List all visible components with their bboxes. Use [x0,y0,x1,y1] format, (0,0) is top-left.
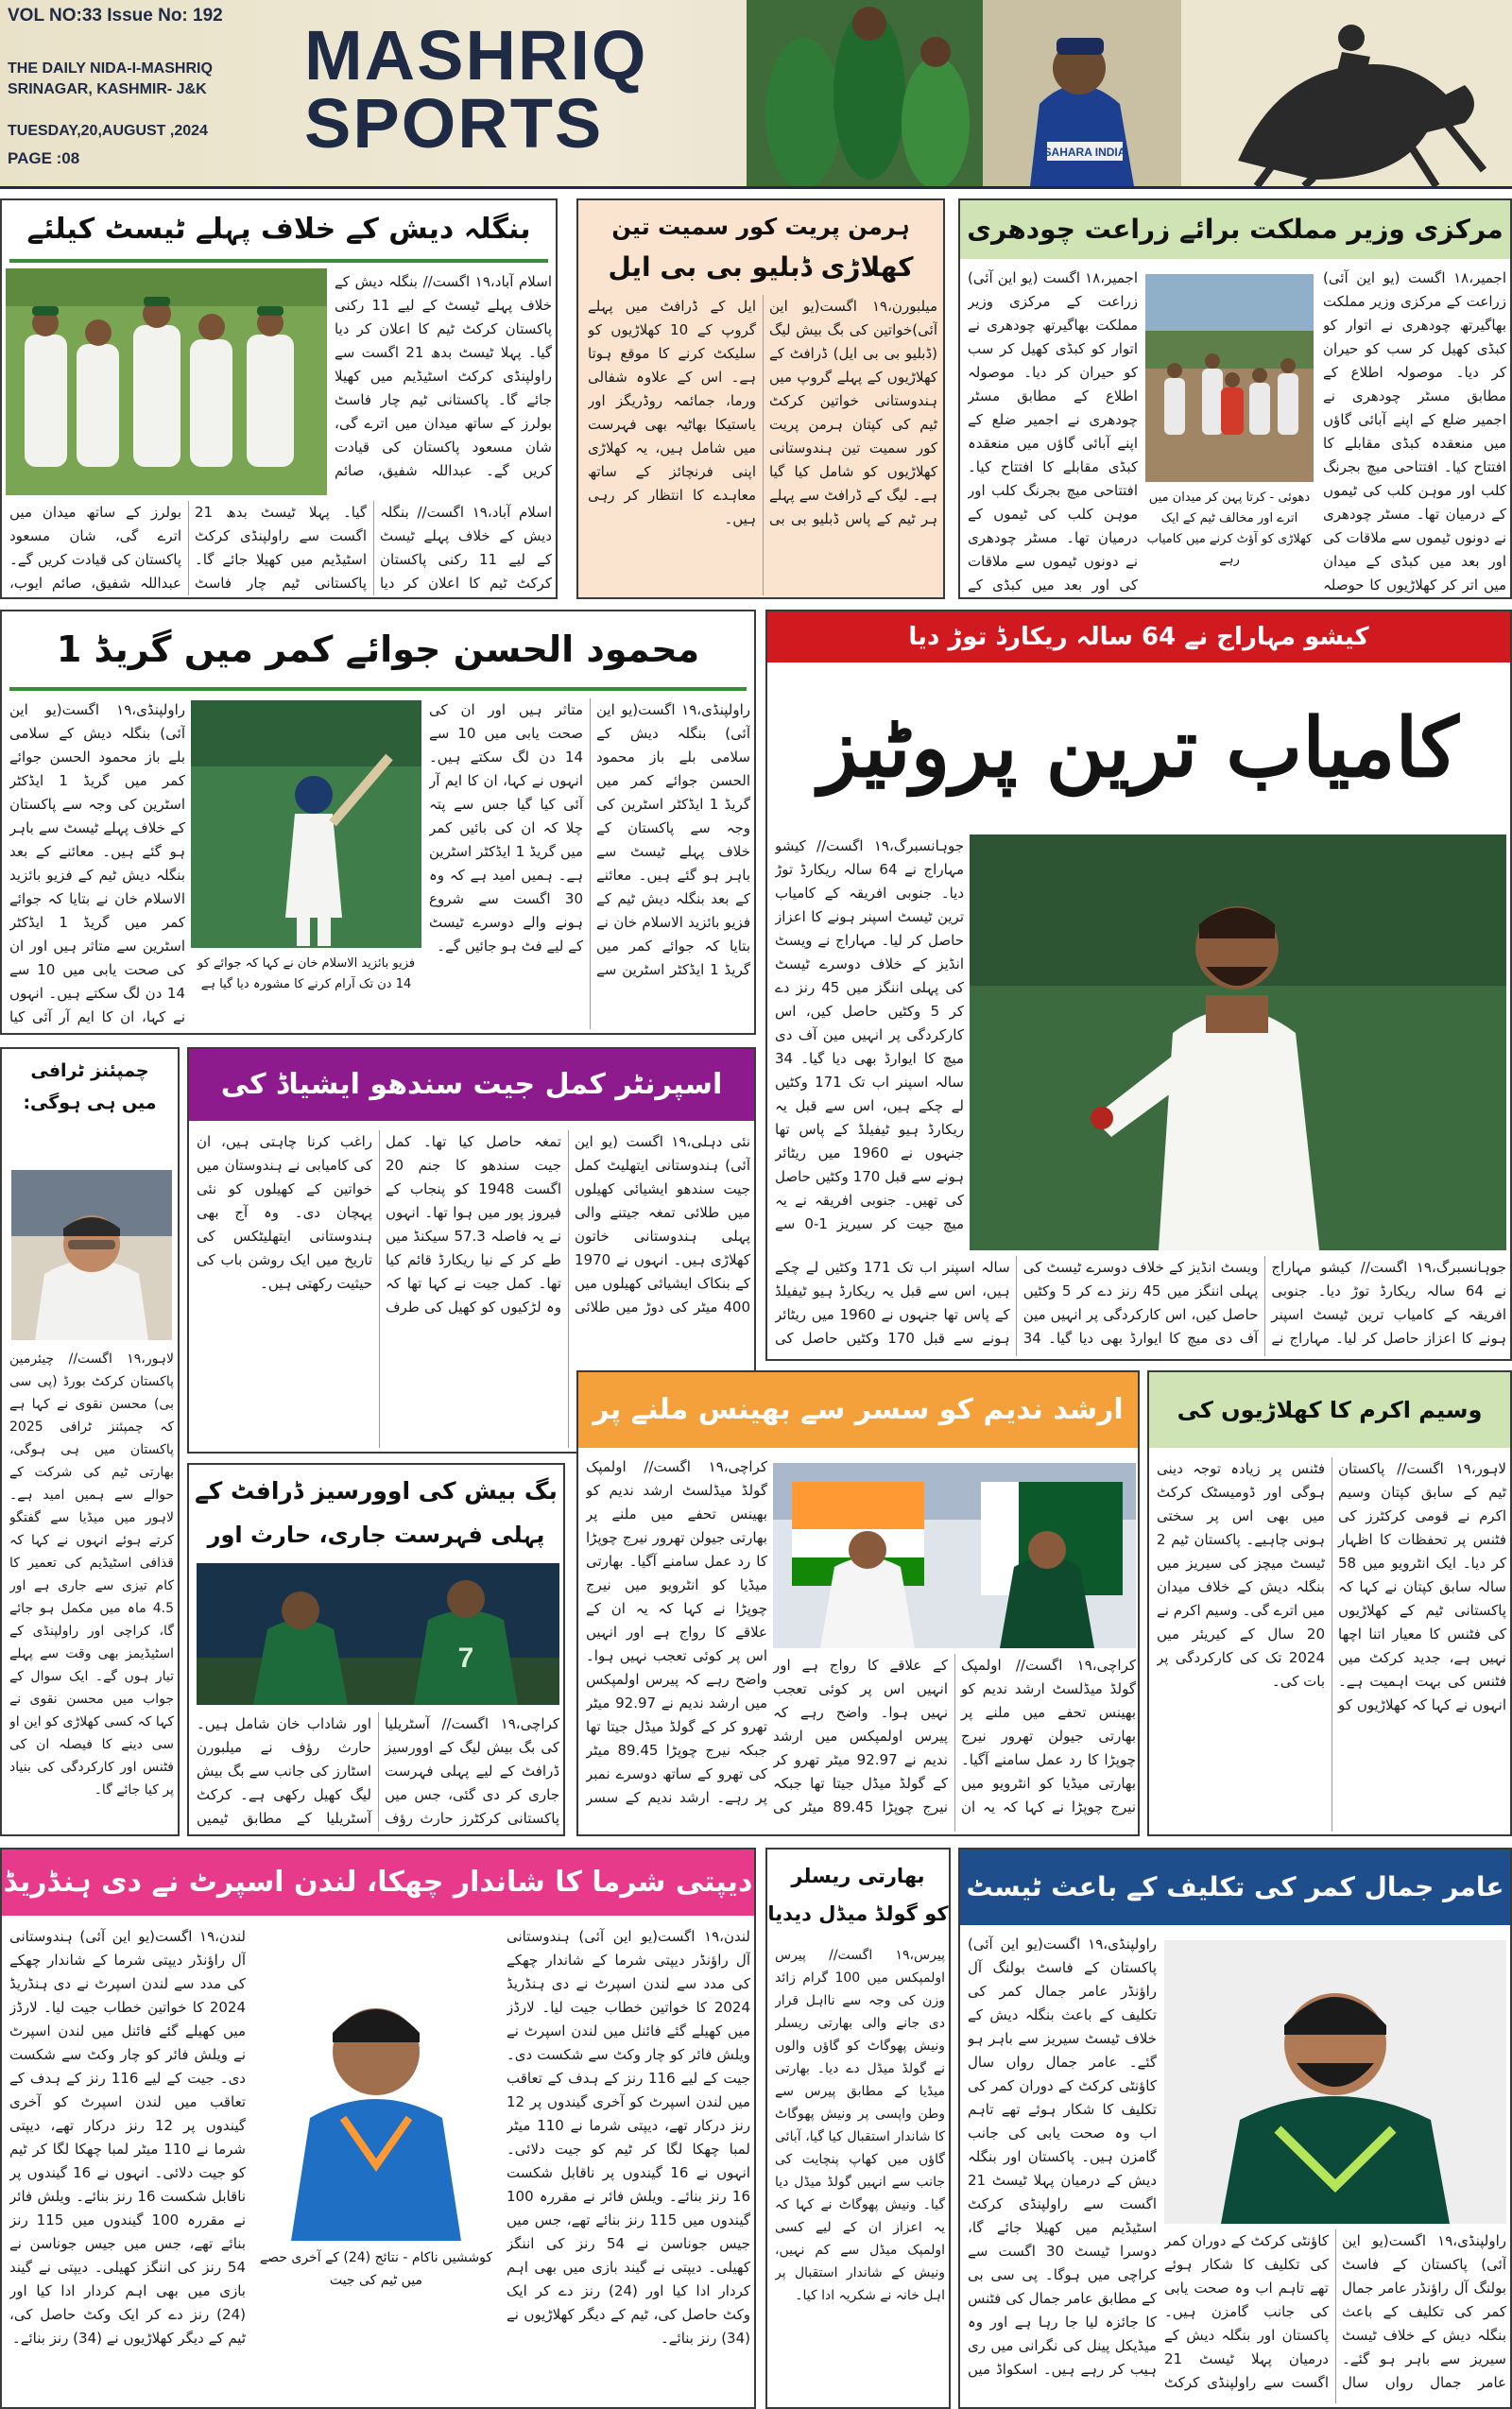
masthead-title-line2: SPORTS [304,84,604,163]
article-big-bash [187,1463,565,1836]
article-body: پیرس،۱۹ اگست// پیرس اولمپکس میں 100 گرام زائد وزن کی وجہ سے نااہل قرار دی جانے والی بھارتی ریسلر ونیش پھوگاٹ کو گاؤں والوں نے گولڈ میڈل دے دیا۔ بھارتی میڈیا کے مطابق پیرس سے وطن واپسی پر ونیش پھوگاٹ کا شاندار استقبال کیا گیا، آبائی گاؤں میں کھاپ پنچایت کی جانب سے انہیں گولڈ میڈل دیا گیا۔ ونیش پھوگاٹ نے کہا کہ یہ اعزاز ان کے لیے کسی اولمپک میڈل سے کم نہیں، ونیش کے شاندار استقبال پر اہل خانہ نے شکریہ ادا کیا۔ [775,1948,945,2303]
masthead-title-line1: MASHRIQ [304,16,648,95]
article-body-right: لندن،۱۹ اگست(یو این آئی) ہندوستانی آل راؤنڈر دیپتی شرما کے شاندار چھکے کی مدد سے لندن اسپرٹ نے دی ہنڈریڈ 2024 کا خواتین خطاب جیت لیا۔ لارڈز میں کھیلے گئے فائنل میں لندن اسپرٹ نے ویلش فائر کو چار وکٹ سے شکست دی۔ جیت کے لیے 116 رنز کے ہدف کے تعاقب میں لندن اسپرٹ کو آخری گیندوں پر 12 رنز درکار تھے، دیپتی شرما نے 110 میٹر لمبا چھکا لگا کر ٹیم کو جیت دلائی۔ انہوں نے 16 گیندوں پر ناقابل شکست 16 رنز بنائے۔ ویلش فائر نے مقررہ 100 گیندوں میں 115 رنز بنائے تھے، جس میں جیس جوناسن نے 54 رنز کی اننگز کھیلی۔ دیپتی نے گیند بازی میں بھی اہم کردار ادا کیا اور (24) رنز دے کر ایک وکٹ حاصل کی، ٹیم کے دیگر کھلاڑیوں نے (34) رنز بنائے۔ [507,1928,750,2347]
photo-aamir-jamal [1164,1940,1506,2224]
article-kabaddi [958,198,1512,599]
article-aamir [958,1848,1512,2409]
article-headline-line1: بھارتی ریسلر [791,1865,925,1887]
article-body-right: کراچی،۱۹ اگست// اولمپک گولڈ میڈلسٹ ارشد ندیم کو بھینس تحفے میں ملنے پر بھارتی جیولن تھرور نیرج چوپڑا کا رد عمل سامنے آگیا۔ بھارتی میڈیا کو انٹرویو میں نیرج چوپڑا نے کہا کہ یہ ان کے علاقے کا رواج ہے اور انہیں اس پر کوئی تعجب نہیں ہوا۔ واضح رہے کہ پیرس اولمپکس میں ارشد ندیم نے 92.97 میٹر تھرو کر کے گولڈ میڈل جیتا تھا جبکہ نیرج چوپڑا 89.45 میٹر کی [773,1657,1136,1815]
photo-caption: فزیو بائزید الاسلام خان نے کہا کہ جوائے کو 14 دن تک آرام کرنے کا مشورہ دیا گیا ہے [197,956,416,991]
photo-keshav-maharaj [970,835,1506,1250]
article-headline: مرکزی وزیر مملکت برائے زراعت چودھری [960,200,1510,259]
article-body-left: لندن،۱۹ اگست(یو این آئی) ہندوستانی آل راؤنڈر دیپتی شرما کے شاندار چھکے کی مدد سے لندن اسپرٹ نے دی ہنڈریڈ 2024 کا خواتین خطاب جیت لیا۔ لارڈز میں کھیلے گئے فائنل میں لندن اسپرٹ نے ویلش فائر کو چار وکٹ سے شکست دی۔ جیت کے لیے 116 رنز کے ہدف کے تعاقب میں لندن اسپرٹ کو آخری گیندوں پر 12 رنز درکار تھے، دیپتی شرما نے 110 میٹر لمبا چھکا لگا کر ٹیم کو جیت دلائی۔ انہوں نے 16 گیندوں پر ناقابل شکست 16 رنز بنائے۔ ویلش فائر نے مقررہ 100 گیندوں میں 115 رنز بنائے تھے، جس میں جیس جوناسن نے 54 رنز کی اننگز کھیلی۔ دیپتی نے گیند بازی میں بھی اہم کردار ادا کیا اور (24) رنز دے کر ایک وکٹ حاصل کی، ٹیم کے دیگر کھلاڑیوں نے (34) رنز بنائے۔ [9,1928,246,2347]
paper-name: THE DAILY NIDA-I-MASHRIQ [8,60,213,77]
masthead-sports-collage [747,0,1512,186]
photo-mohsin-naqvi [11,1170,172,1340]
photo-pak-players-big-bash [197,1563,559,1705]
masthead [0,0,1512,189]
article-body-bottom: جوہانسبرگ،۱۹ اگست// کیشو مہاراج نے 64 سالہ ریکارڈ توڑ دیا۔ جنوبی افریقہ کے کامیاب ترین ٹیسٹ اسپنر ہونے کا اعزاز حاصل کر لیا۔ مہاراج نے ویسٹ انڈیز کے خلاف دوسرے ٹیسٹ کی پہلی اننگز میں 45 رنز دے کر 5 وکٹیں حاصل کیں، اس کارکردگی پر انہیں مین آف دی میچ کا ایوارڈ بھی دیا گیا۔ 34 سالہ اسپنر اب تک 171 وکٹیں لے چکے ہیں، اس سے قبل یہ ریکارڈ ہیو ٹیفیلڈ کے پاس تھا جنہوں نے 1960 میں ریٹائر ہونے سے قبل 170 وکٹیں حاصل کی [775,1259,1506,1347]
article-headline-line1: چمپئنز ٹرافی [30,1060,149,1081]
article-deepti [0,1848,756,2409]
issue-date: TUESDAY,20,AUGUST ,2024 [8,123,208,139]
article-champions-trophy [0,1047,180,1836]
photo-caption: کوششیں ناکام - نتائج (24) کے آخری حصے میں ٹیم کی جیت [259,2250,493,2288]
page-number: PAGE :08 [8,149,80,167]
vol-issue: VOL NO:33 Issue No: 192 [8,6,223,26]
article-body-left: جوہانسبرگ،۱۹ اگست// کیشو مہاراج نے 64 سالہ ریکارڈ توڑ دیا۔ جنوبی افریقہ کے کامیاب ترین ٹیسٹ اسپنر ہونے کا اعزاز حاصل کر لیا۔ مہاراج نے ویسٹ انڈیز کے خلاف دوسرے ٹیسٹ کی پہلی اننگز میں 45 رنز دے کر 5 وکٹیں حاصل کیں، اس کارکردگی پر انہیں مین آف دی میچ کا ایوارڈ بھی دیا گیا۔ 34 سالہ اسپنر اب تک 171 وکٹیں لے چکے ہیں، اس سے قبل یہ ریکارڈ ہیو ٹیفیلڈ کے پاس تھا جنہوں نے 1960 میں ریٹائر ہونے سے قبل 170 وکٹیں حاصل کی تھیں۔ جنوبی افریقہ نے یہ میچ جیت کر سیریز 1-0 سے [775,837,964,1232]
jersey-text: SAHARA INDIA [1043,146,1126,159]
article-headline: عامر جمال کمر کی تکلیف کے باعث ٹیسٹ [960,1850,1510,1925]
article-headline: محمود الحسن جوائے کمر میں گریڈ 1 [2,611,754,687]
photo-deepti-sharma [253,1929,499,2241]
article-body-left: کراچی،۱۹ اگست// اولمپک گولڈ میڈلسٹ ارشد ندیم کو بھینس تحفے میں ملنے پر بھارتی جیولن تھرور نیرج چوپڑا کا رد عمل سامنے آگیا۔ بھارتی میڈیا کو انٹرویو میں نیرج چوپڑا نے کہا کہ یہ ان کے علاقے کا رواج ہے اور انہیں اس پر کوئی تعجب نہیں ہوا۔ واضح رہے کہ پیرس اولمپکس میں ارشد ندیم نے 92.97 میٹر تھرو کر کے گولڈ میڈل جیتا تھا جبکہ نیرج چوپڑا 89.45 میٹر کی تھرو کے ساتھ دوسرے نمبر پر رہے۔ ارشد ندیم کے سسر [586,1458,767,1806]
photo-kabaddi-match [1145,274,1314,482]
svg-text:7: 7 [457,1643,474,1674]
article-body-right: راولپنڈی،۱۹ اگست(یو این آئی) بنگلہ دیش کے سلامی بلے باز محمود الحسن جوائے کمر میں گریڈ 1 ایڈکٹر اسٹرین کی وجہ سے پاکستان کے خلاف پہلے ٹیسٹ سے باہر ہو گئے ہیں۔ معائنے کے بعد بنگلہ دیش ٹیم کے فزیو بائزید الاسلام خان نے بتایا کہ جوائے کمر میں گریڈ 1 ایڈکٹر اسٹرین سے متاثر ہیں اور ان کی صحت یابی میں 10 سے 14 دن لگ سکتے ہیں۔ انہوں نے کہا، ان کا ایم آر آئی کیا گیا جس سے پتہ چلا کہ ان کی بائیں کمر میں گریڈ 1 ایڈکٹر اسٹرین ہے۔ ہمیں امید ہے کہ وہ 30 اگست سے شروع ہونے والے دوسرے ٹیسٹ کے لیے فٹ ہو جائیں گے۔ [429,701,750,978]
article-body-right: اجمیر،۱۸ اگست (یو این آئی) زراعت کے مرکزی وزیر مملکت بھاگیرتھ چودھری نے اتوار کو کبڈی کھیل کر سب کو حیران کر دیا۔ موصولہ اطلاع کے مطابق مسٹر چودھری نے اجمیر ضلع کے اپنے آبائی گاؤں میں منعقدہ کبڈی مقابلے کا افتتاح کیا۔ افتتاحی میچ بجرنگ کلب اور موہن کلب کی ٹیموں کے درمیان تھا۔ مسٹر چودھری نے دونوں ٹیموں سے ملاقات کی اور بعد میں کبڈی کے میدان میں اتر کر کھلاڑیوں کا حوصلہ [1323,269,1506,594]
article-keshav [765,610,1512,1361]
article-body: نئی دہلی،۱۹ اگست (یو این آئی) ہندوستانی ایتھلیٹ کمل جیت سندھو ایشیائی کھیلوں میں طلائی تمغہ جیتنے والی پہلی ہندوستانی خاتون کھلاڑی ہیں۔ انہوں نے 1970 کے بنکاک ایشیائی کھیلوں میں 400 میٹر کی دوڑ میں طلائی تمغہ حاصل کیا تھا۔ کمل جیت سندھو کا جنم 20 اگست 1948 کو پنجاب کے فیروز پور میں ہوا تھا۔ انہوں نے یہ فاصلہ 57.3 سیکنڈ میں طے کر کے نیا ریکارڈ قائم کیا تھا۔ کمل جیت نے کہا تھا کہ وہ لڑکیوں کو کھیل کی طرف راغب کرنا چاہتی ہیں، ان کی کامیابی نے ہندوستان میں خواتین کے کھیلوں کو نئی پہچان دی۔ وہ آج بھی ہندوستانی ایتھلیٹکس کی تاریخ میں ایک روشن باب کی حیثیت رکھتی ہیں۔ [197,1133,750,1316]
article-headline: ارشد ندیم کو سسر سے بھینس ملنے پر [578,1372,1138,1448]
photo-caption: دھوئی - کرتا پہن کر میدان میں اترے اور مخالف ٹیم کے ایک کھلاڑی کو آؤٹ کرنے میں کامیاب رہے [1146,490,1313,567]
article-body-left: راولپنڈی،۱۹ اگست(یو این آئی) بنگلہ دیش کے سلامی بلے باز محمود الحسن جوائے کمر میں گریڈ 1 ایڈکٹر اسٹرین کی وجہ سے پاکستان کے خلاف پہلے ٹیسٹ سے باہر ہو گئے ہیں۔ معائنے کے بعد بنگلہ دیش ٹیم کے فزیو بائزید الاسلام خان نے بتایا کہ جوائے کمر میں گریڈ 1 ایڈکٹر اسٹرین سے متاثر ہیں اور ان کی صحت یابی میں 10 سے 14 دن لگ سکتے ہیں۔ انہوں نے کہا، ان کا ایم آر آئی کیا [9,701,185,1025]
article-body: لاہور،۱۹ اگست// چیئرمین پاکستان کرکٹ بورڈ (پی سی بی) محسن نقوی نے کہا ہے کہ چمپئنز ٹرافی 2025 پاکستان میں ہی ہوگی، بھارتی ٹیم کی شرکت کے حوالے سے ہمیں امید ہے۔ لاہور میں میڈیا سے گفتگو کرتے ہوئے انہوں نے کہا کہ قذافی اسٹیڈیم کی تعمیر کا کام تیزی سے جاری ہے اور 4.5 ماہ میں مکمل ہو جائے گا، کراچی اور راولپنڈی کے اسٹیڈیمز بھی وقت سے پہلے تیار ہوں گے۔ ایک سوال کے جواب میں محسن نقوی نے کہا کہ کسی کھلاڑی کو این او سی دینے کا فیصلہ ان کی فٹنس اور کارکردگی کی بنیاد پر کیا جائے گا۔ [9,1351,174,1798]
article-body-left: اجمیر،۱۸ اگست (یو این آئی) زراعت کے مرکزی وزیر مملکت بھاگیرتھ چودھری نے اتوار کو کبڈی کھیل کر سب کو حیران کر دیا۔ موصولہ اطلاع کے مطابق مسٹر چودھری نے اجمیر ضلع کے اپنے آبائی گاؤں میں منعقدہ کبڈی مقابلے کا افتتاح کیا۔ افتتاحی میچ بجرنگ کلب اور موہن کلب کی ٹیموں کے درمیان تھا۔ مسٹر چودھری نے دونوں ٹیموں سے ملاقات کی اور بعد میں کبڈی کے [968,269,1138,594]
paper-location: SRINAGAR, KASHMIR- J&K [8,81,207,97]
article-mahmudul [0,610,756,1035]
photo-pak-team-huddle [6,268,327,495]
article-wasim [1147,1370,1512,1836]
article-body: کراچی،۱۹ اگست// آسٹریلیا کی بگ بیش لیگ کے اوورسیز ڈرافٹ کے لیے پہلی فہرست جاری کر دی گئی، جس میں پاکستانی کرکٹرز حارث رؤف اور شاداب خان شامل ہیں۔ حارث رؤف نے میلبورن اسٹارز کی جانب سے بگ بیش لیگ کھیل رکھی ہے۔ کرکٹ آسٹریلیا کے مطابق ٹیمیں [197,1715,559,1827]
article-headline-line2: کھلاڑی ڈبلیو بی بی ایل [608,251,914,283]
article-body-top: اسلام آباد،۱۹ اگست// بنگلہ دیش کے خلاف پہلے ٹیسٹ کے لیے 11 رکنی پاکستان کرکٹ ٹیم کا اعلان کر دیا گیا۔ پہلا ٹیسٹ بدھ 21 اگست سے راولپنڈی کرکٹ اسٹیڈیم میں کھیلا جائے گا۔ پاکستانی ٹیم چار فاسٹ بولرز کے ساتھ میدان میں اترے گی، شان مسعود پاکستان کی قیادت کریں گے۔ عبداللہ شفیق، صائم [335,273,552,479]
photo-mahmudul-batting [191,700,421,948]
headline-rule [9,687,747,691]
article-headline-line2: کو گولڈ میڈل دیدیا [767,1902,949,1925]
article-banner: کیشو مہاراج نے 64 سالہ ریکارڈ توڑ دیا [767,611,1510,662]
article-big-title: کامیاب ترین پروٹیز [818,700,1459,796]
article-body: میلبورن،۱۹ اگست(یو این آئی)خواتین کی بگ بیش لیگ (ڈبلیو بی بی ایل) ڈرافٹ کے کھلاڑیوں کے پہلے گروپ میں ہندوستانی خواتین کرکٹ ٹیم کی کپتان ہرمن پریت کور سمیت تین ہندوستانی کھلاڑیوں کو شامل کیا گیا ہے۔ لیگ کے ڈرافٹ سے پہلے ہر ٹیم کے پاس ڈبلیو بی بی ایل کے ڈرافٹ میں پہلے گروپ کے 10 کھلاڑیوں کو سلیکٹ کرنے کا موقع ہوتا ہے۔ اس کے علاوہ شفالی ورما، جمائمہ روڈریگز اور یاستیکا بھاٹیہ بھی فہرست میں شامل ہیں، یہ کھلاڑی اپنی فرنچائز کے ساتھ معاہدے کا انتظار کر رہی ہیں۔ [588,298,937,527]
article-body-left: راولپنڈی،۱۹ اگست(یو این آئی) پاکستان کے فاسٹ بولنگ آل راؤنڈر عامر جمال کمر کی تکلیف کے باعث بنگلہ دیش کے خلاف ٹیسٹ سیریز سے باہر ہو گئے۔ عامر جمال رواں سال کاؤنٹی کرکٹ کے دوران کمر کی تکلیف کا شکار ہوئے تھے تاہم اب وہ صحت یابی کی جانب گامزن ہیں۔ پاکستان اور بنگلہ دیش کے درمیان پہلا ٹیسٹ 21 اگست سے راولپنڈی کرکٹ اسٹیڈیم میں کھیلا جائے گا، دوسرا ٹیسٹ 30 اگست سے کراچی میں ہوگا۔ پی سی بی کے مطابق عامر جمال کی فٹنس کا جائزہ لیا جا رہا ہے اور وہ میڈیکل پینل کی نگرانی میں ری ہیب کر رہے ہیں۔ اسکواڈ میں [968,1936,1157,2378]
article-headline-line2: میں ہی ہوگی: [23,1093,157,1113]
photo-arshad-neeraj [773,1463,1136,1648]
article-pak-team [0,198,558,599]
headline-rule [9,259,548,263]
article-headline-line1: بگ بیش کی اوورسیز ڈرافٹ کے [195,1477,558,1505]
article-vinesh [765,1848,951,2409]
article-headline-line1: ہرمن پریت کور سمیت تین [611,214,910,240]
article-harmanpreet [576,198,945,599]
article-headline-line2: پہلی فہرست جاری، حارث اور [207,1522,545,1548]
article-body-bottom: اسلام آباد،۱۹ اگست// بنگلہ دیش کے خلاف پہلے ٹیسٹ کے لیے 11 رکنی پاکستان کرکٹ ٹیم کا اعلان کر دیا گیا۔ پہلا ٹیسٹ بدھ 21 اگست سے راولپنڈی کرکٹ اسٹیڈیم میں کھیلا جائے گا۔ پاکستانی ٹیم چار فاسٹ بولرز کے ساتھ میدان میں اترے گی، شان مسعود پاکستان کی قیادت کریں گے۔ عبداللہ شفیق، صائم ایوب، [9,504,552,592]
article-body: لاہور،۱۹ اگست// پاکستان ٹیم کے سابق کپتان وسیم اکرم نے قومی کرکٹرز کی فٹنس پر تحفظات کا اظہار کر دیا۔ ایک انٹرویو میں 58 سالہ سابق کپتان نے کہا کہ پاکستانی ٹیم کے کھلاڑیوں کی فٹنس کا معیار اتنا اچھا نہیں ہے، جدید کرکٹ میں فٹنس کی بہت اہمیت ہے۔ انہوں نے کہا کہ کھلاڑیوں کو فٹنس پر زیادہ توجہ دینی ہوگی اور ڈومیسٹک کرکٹ میں بھی اس پر سختی ہونی چاہیے۔ پاکستان ٹیم 2 ٹیسٹ میچز کی سیریز میں بنگلہ دیش کے خلاف میدان میں اترے گی۔ وسیم اکرم نے 20 سال کے کیریئر میں 2024 تک کی کارکردگی پر بات کی۔ [1157,1460,1506,1713]
article-headline: اسپرنٹر کمل جیت سندھو ایشیاڈ کی [189,1049,754,1121]
article-arshad [576,1370,1140,1836]
article-body-right: راولپنڈی،۱۹ اگست(یو این آئی) پاکستان کے فاسٹ بولنگ آل راؤنڈر عامر جمال کمر کی تکلیف کے باعث بنگلہ دیش کے خلاف ٹیسٹ سیریز سے باہر ہو گئے۔ عامر جمال رواں سال کاؤنٹی کرکٹ کے دوران کمر کی تکلیف کا شکار ہوئے تھے تاہم اب وہ صحت یابی کی جانب گامزن ہیں۔ پاکستان اور بنگلہ دیش کے درمیان پہلا ٹیسٹ 21 اگست سے راولپنڈی کرکٹ [1164,2232,1506,2391]
article-headline: وسیم اکرم کا کھلاڑیوں کی [1149,1372,1510,1448]
article-headline: دیپتی شرما کا شاندار چھکا، لندن اسپرٹ نے دی ہنڈریڈ [2,1850,754,1916]
article-headline: بنگلہ دیش کے خلاف پہلے ٹیسٹ کیلئے [2,200,556,259]
